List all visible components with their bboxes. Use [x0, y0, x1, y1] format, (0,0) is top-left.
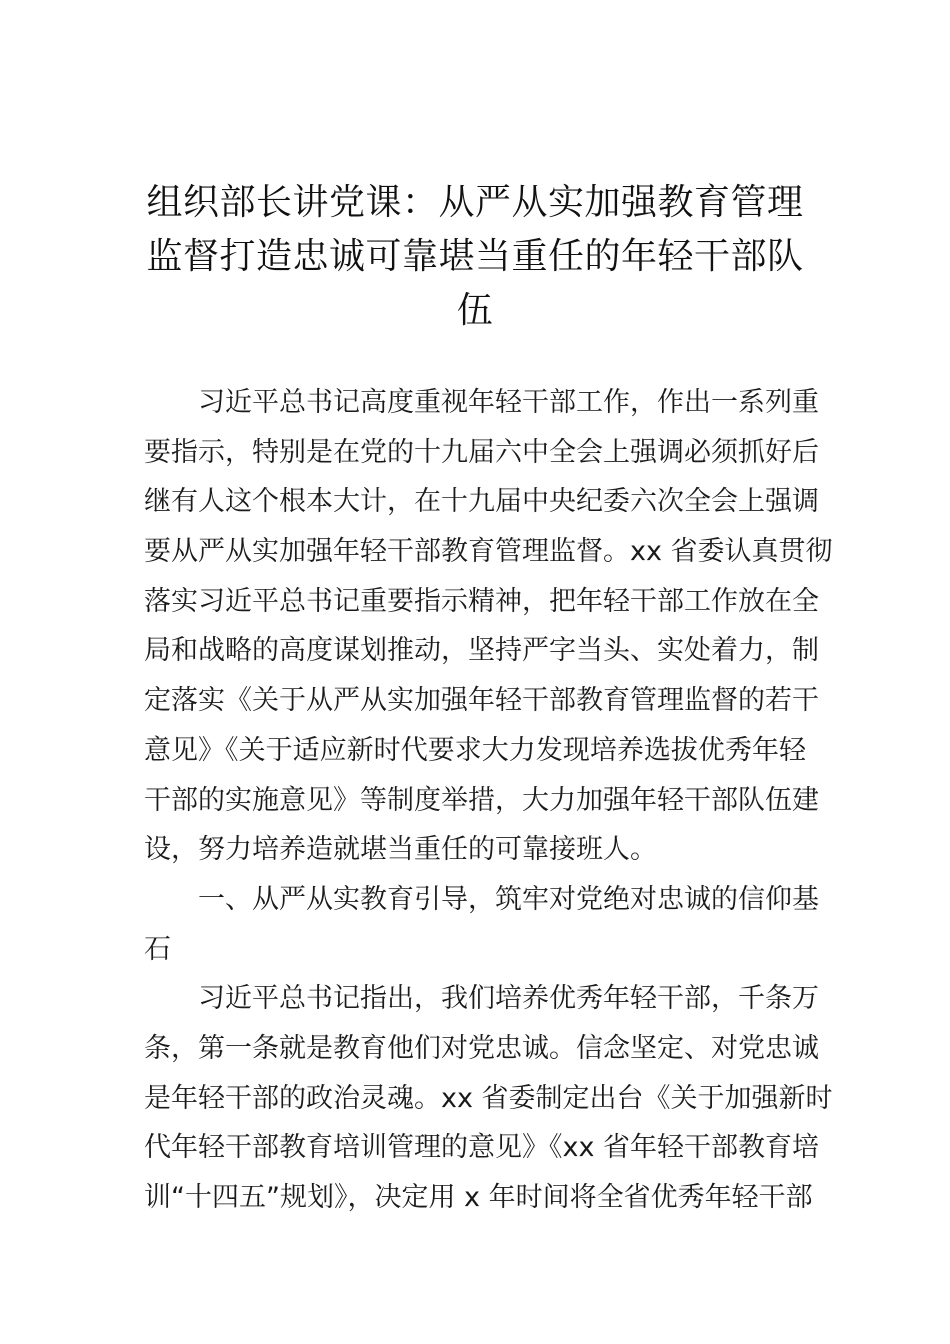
paragraph-1-line: 意见》《关于适应新时代要求大力发现培养选拔优秀年轻 [144, 734, 806, 766]
paragraph-1-line: 设，努力培养造就堪当重任的可靠接班人。 [144, 834, 657, 866]
document-title [140, 176, 810, 338]
title-line-3: 伍 [456, 290, 494, 331]
paragraph-1-line: 干部的实施意见》等制度举措，大力加强年轻干部队伍建 [144, 784, 819, 816]
paragraph-2-line: 习近平总书记指出，我们培养优秀年轻干部，千条万 [198, 983, 819, 1015]
title-line-1: 组织部长讲党课：从严从实加强教育管理 [146, 182, 804, 223]
section-heading-line: 一、从严从实教育引导，筑牢对党绝对忠诚的信仰基 [198, 883, 819, 915]
paragraph-2-line: 是年轻干部的政治灵魂。xx 省委制定出台《关于加强新时 [144, 1082, 833, 1114]
paragraph-2-line: 条，第一条就是教育他们对党忠诚。信念坚定、对党忠诚 [144, 1032, 819, 1064]
paragraph-1-line: 落实习近平总书记重要指示精神，把年轻干部工作放在全 [144, 585, 819, 617]
paragraph-2-line: 训“十四五”规划》，决定用 x 年时间将全省优秀年轻干部 [144, 1182, 813, 1213]
paragraph-2-line: 代年轻干部教育培训管理的意见》《xx 省年轻干部教育培 [144, 1132, 820, 1164]
section-heading-line: 石 [144, 933, 171, 965]
title-line-2: 监督打造忠诚可靠堪当重任的年轻干部队 [146, 236, 804, 277]
paragraph-1-line: 要从严从实加强年轻干部教育管理监督。xx 省委认真贯彻 [144, 536, 833, 568]
paragraph-1-line: 定落实《关于从严从实加强年轻干部教育管理监督的若干 [144, 685, 819, 717]
document-body [144, 378, 833, 1223]
paragraph-1-line: 习近平总书记高度重视年轻干部工作，作出一系列重 [198, 387, 819, 418]
paragraph-1-line: 继有人这个根本大计，在十九届中央纪委六次全会上强调 [144, 486, 819, 518]
paragraph-1-line: 要指示，特别是在党的十九届六中全会上强调必须抓好后 [144, 436, 819, 468]
paragraph-1-line: 局和战略的高度谋划推动，坚持严字当头、实处着力，制 [144, 635, 819, 667]
